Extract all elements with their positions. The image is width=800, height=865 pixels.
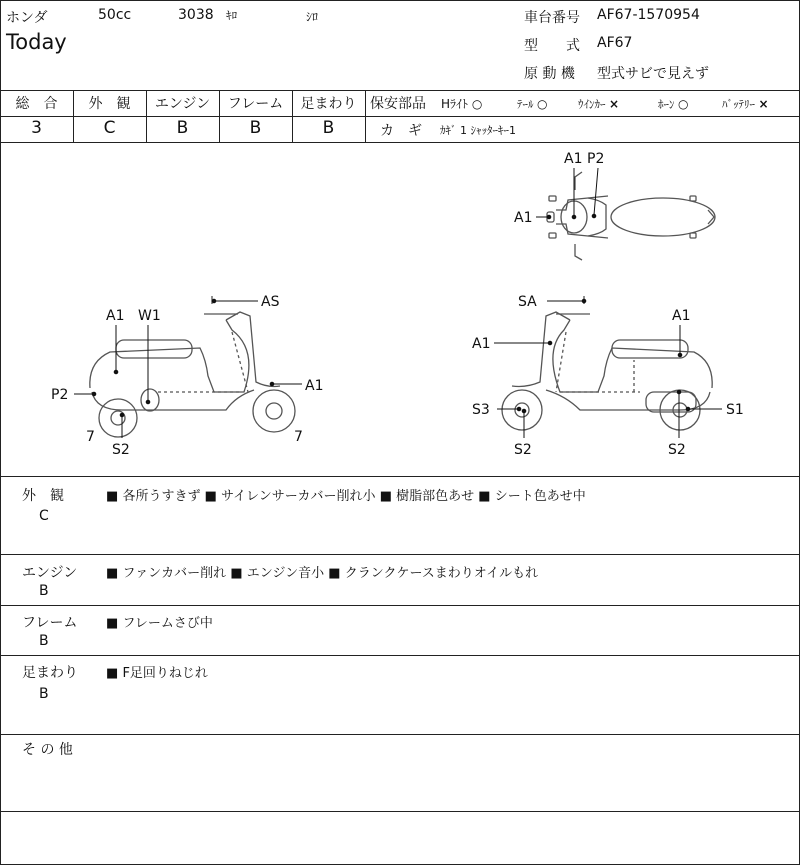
bullet: ■ [328,566,341,581]
label-a1-front-left: A1 [305,378,324,394]
notes-engine-label: エンジン [22,565,78,581]
label-a1-top-left: A1 [514,210,533,226]
note-item: ファンカバー削れ [122,566,227,581]
safety-label: 保安部品 [370,96,426,112]
notes-suspension-label: 足まわり [22,665,78,681]
engine-number-label: 原 動 機 [524,66,575,82]
label-as-left: AS [261,294,280,310]
bullet: ■ [204,489,217,504]
note-item: 各所うすきず [122,489,201,504]
suspension-grade: B [322,118,335,138]
divider [0,655,800,656]
safety-item-horn [658,96,688,112]
frame-number-label: 車台番号 [524,10,580,26]
divider [0,811,800,812]
safety-item-headlight [441,95,482,112]
bullet: ■ [478,489,491,504]
type-value: AF67 [597,35,633,51]
safety-item-winker [578,96,619,112]
type-label: 型 式 [524,38,580,54]
divider [0,734,800,735]
diagram-labels [51,151,744,458]
divider [0,605,800,606]
divider [0,90,800,91]
damage-markers [74,168,722,438]
label-a1-top: A1 [564,151,583,167]
bullet: ■ [106,566,119,581]
safety-item-mark: ○ [678,97,689,111]
bullet: ■ [106,489,119,504]
model-name: Today [6,30,67,54]
note-item: 樹脂部色あせ [396,489,475,504]
label-a1-top-right: A1 [672,308,691,324]
notes-suspension-grade: B [39,686,49,702]
safety-item-name: Hﾗｲﾄ [441,97,469,111]
notes-engine-items [106,562,538,581]
safety-item-name: ﾃｰﾙ [517,98,534,111]
mileage-value: 3038 [178,7,214,23]
note-item: F足回りねじれ [122,666,208,681]
exterior-label: 外 観 [88,96,131,112]
key-label: カ ギ [380,123,422,139]
bullet: ■ [106,666,119,681]
label-p2-top: P2 [587,151,605,167]
divider [0,116,800,117]
overall-label: 総 合 [15,96,58,112]
note-item: クランクケースまわりオイルもれ [344,566,539,581]
note-item: シート色あせ中 [494,489,586,504]
note-item: エンジン音小 [246,566,325,581]
label-s3-right: S3 [472,402,490,418]
safety-item-mark: ○ [537,97,548,111]
notes-other-label: そ の 他 [22,742,73,758]
safety-item-mark: × [609,97,620,111]
displacement: 50cc [98,7,132,23]
notes-exterior-items [106,485,586,504]
notes-exterior-label: 外 観 [22,488,64,504]
notes-engine-grade: B [39,583,49,599]
label-s1-right: S1 [726,402,744,418]
divider [0,554,800,555]
maker: ホンダ [6,10,48,26]
label-7-right: 7 [294,429,303,445]
suspension-label: 足まわり [300,96,357,112]
safety-item-taillight [517,96,547,112]
label-a1-mid-right: A1 [472,336,491,352]
label-7-left: 7 [86,429,95,445]
damage-diagram [0,143,800,476]
overall-grade: 3 [31,118,42,138]
label-sa-right: SA [518,294,537,310]
label-s2-right-front: S2 [514,442,532,458]
notes-frame-grade: B [39,633,49,649]
divider [0,476,800,477]
label-p2-left: P2 [51,387,69,403]
frame-label: フレーム [227,96,284,112]
engine-grade: B [176,118,189,138]
safety-item-name: ﾊﾞｯﾃﾘｰ [722,98,755,111]
body-color: ｼﾛ [306,10,319,24]
safety-item-mark: ○ [471,97,483,111]
note-item: サイレンサーカバー削れ小 [221,489,376,504]
frame-number: AF67-1570954 [597,7,700,23]
bullet: ■ [106,616,119,631]
safety-item-battery [722,96,769,112]
notes-frame-items [106,612,213,631]
notes-exterior-grade: C [39,508,49,524]
mileage [178,7,237,23]
bullet: ■ [230,566,243,581]
exterior-grade: C [103,118,116,138]
bullet: ■ [379,489,392,504]
key-value: ｶｷﾞ 1 ｼｬｯﾀｰｷｰ1 [440,124,516,137]
frame-grade: B [249,118,262,138]
safety-item-name: ﾎｰﾝ [658,98,675,111]
notes-frame-label: フレーム [22,615,78,631]
notes-suspension-items [106,662,208,681]
label-s2-left: S2 [112,442,130,458]
engine-number-value: 型式サビで見えず [597,66,709,82]
safety-item-mark: × [758,97,769,111]
label-s2-right-rear: S2 [668,442,686,458]
safety-item-name: ｳｲﾝｶｰ [578,98,606,111]
mileage-unit: ｷﾛ [226,9,238,22]
label-w1-left: W1 [138,308,161,324]
engine-label: エンジン [154,96,211,112]
note-item: フレームさび中 [122,616,213,631]
label-a1-left: A1 [106,308,125,324]
